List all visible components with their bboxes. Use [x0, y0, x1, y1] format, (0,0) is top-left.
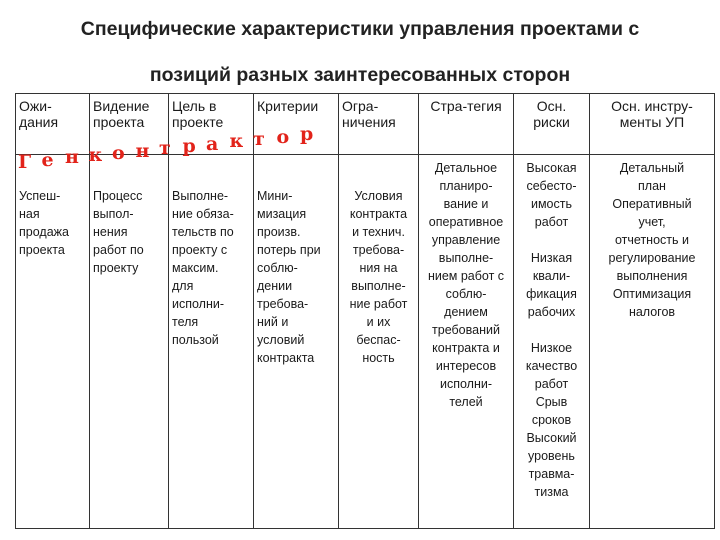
- header-row: [16, 94, 715, 155]
- header-goal: Цель в проекте: [169, 94, 254, 155]
- header-vision: Видение проекта: [90, 94, 169, 155]
- cell-expectations: Успеш- ная продажа проекта: [16, 155, 90, 529]
- stamp-letter: а: [206, 132, 219, 155]
- stamp-letter: т: [159, 137, 171, 160]
- header-constraints: Огра- ничения: [339, 94, 419, 155]
- stamp-letter: о: [112, 141, 125, 164]
- header-expectations: Ожи- дания: [16, 94, 90, 155]
- header-criteria: Критерии: [254, 94, 339, 155]
- cell-risks: [514, 155, 590, 529]
- cell-constraints: Условия контракта и технич. требова- ния на выполне- ние работ и их беспас- ность: [339, 155, 419, 529]
- cell-criteria: Мини- мизация произв. потерь при соблю- дении требова- ний и условий контракта: [254, 155, 339, 529]
- cell-vision: Процесс выпол- нения работ по проекту: [90, 155, 169, 529]
- stamp-letter: н: [65, 146, 79, 169]
- risk-qualification: Низкая квали- фикация рабочих: [526, 251, 577, 319]
- table-row: [16, 155, 715, 529]
- stamp-letter: е: [41, 148, 54, 171]
- stamp-letter: н: [135, 139, 150, 162]
- header-strategy: Стра-тегия: [419, 94, 514, 155]
- cell-strategy: Детальное планиро- вание и оперативное управление выполне- нием работ с соблю- дением требований контракта и интересов исполни- телей: [419, 155, 514, 529]
- stamp-letter: к: [229, 130, 244, 153]
- cell-goal: Выполне- ние обяза- тельств по проекту с максим. для исполни- теля пользой: [169, 155, 254, 529]
- header-tools: Осн. инстру- менты УП: [590, 94, 715, 155]
- page-title: Специфические характеристики управления проектами с: [80, 18, 640, 40]
- stamp-letter: Г: [18, 151, 32, 173]
- risk-quality: Низкое качество работ Срыв сроков Высокий уровень травма- тизма: [525, 341, 578, 499]
- header-risks: Осн. риски: [514, 94, 590, 155]
- page-subtitle: позиций разных заинтересованных сторон: [149, 64, 571, 86]
- stamp-letter: т: [253, 128, 265, 150]
- cell-tools: Детальный план Оперативный учет, отчетность и регулирование выполнения Оптимизация налогов: [590, 155, 715, 529]
- stamp-letter: р: [300, 123, 314, 146]
- stamp-letter: р: [182, 134, 196, 157]
- stamp-letter: о: [276, 125, 290, 148]
- stakeholder-table: [15, 93, 715, 529]
- risk-cost: Высокая себесто- имость работ: [526, 161, 577, 229]
- stamp-letter: к: [88, 144, 103, 167]
